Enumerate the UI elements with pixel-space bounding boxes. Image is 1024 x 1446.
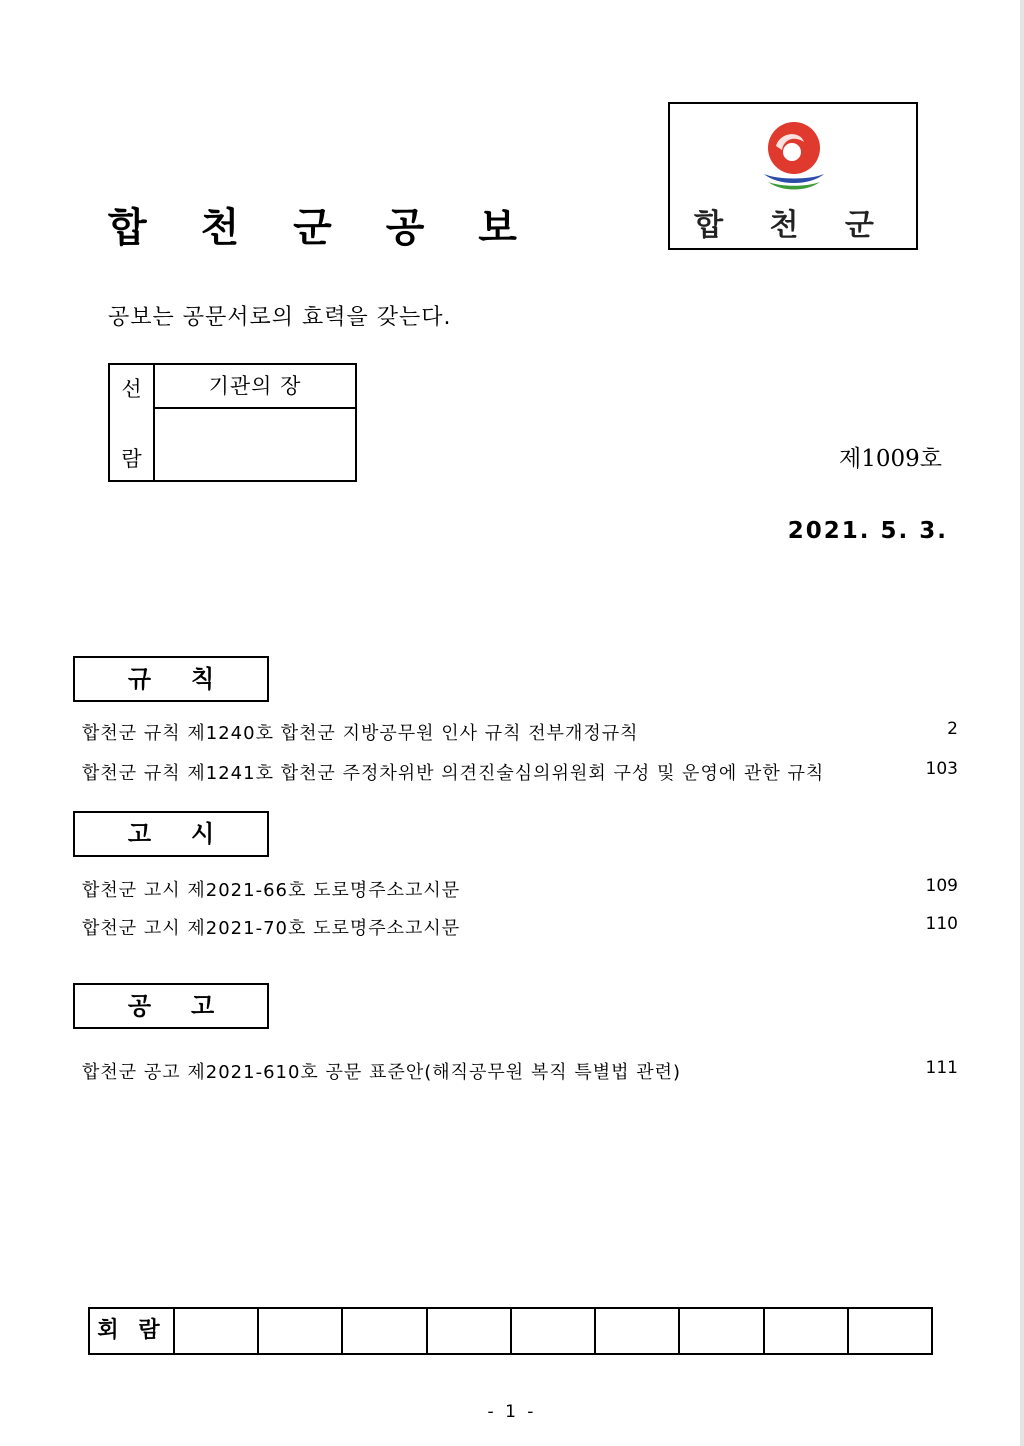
review-label-top: 선 [121,377,142,401]
review-label-bottom: 람 [121,447,142,471]
issue-date: 2021. 5. 3. [787,518,948,544]
toc-entry-page: 110 [925,914,958,934]
toc-entry-text: 합천군 규칙 제1241호 합천군 주정차위반 의견진술심의위원회 구성 및 운영에 관한 규칙 [82,763,825,784]
page-number: - 1 - [487,1402,537,1422]
logo-text: 합 천 군 [694,208,892,243]
page-edge [1020,0,1024,1446]
toc-entry-text: 합천군 규칙 제1240호 합천군 지방공무원 인사 규칙 전부개정규칙 [82,723,639,744]
issue-number: 제1009호 [839,446,942,472]
section-header-notices: 고시 [73,811,269,857]
section-header-announcements: 공고 [73,983,269,1029]
toc-entry[interactable] [82,876,958,900]
circulation-cell [259,1309,343,1353]
circulation-cell [680,1309,764,1353]
page-title: 합 천 군 공 보 [108,205,537,251]
review-header: 기관의 장 [155,365,355,409]
toc-entry-text: 합천군 고시 제2021-66호 도로명주소고시문 [82,880,461,901]
county-logo [668,102,918,250]
toc-entry-page: 103 [925,759,958,779]
section-header-rules: 규칙 [73,656,269,702]
toc-entry[interactable] [82,719,958,743]
circulation-cell [849,1309,931,1353]
toc-entry[interactable] [82,759,958,783]
circulation-cell [343,1309,427,1353]
circulation-label: 회 람 [90,1309,175,1353]
toc-entry-text: 합천군 공고 제2021-610호 공문 표준안(해직공무원 복직 특별법 관련) [82,1062,682,1083]
circulation-table [88,1307,933,1355]
circulation-cell [765,1309,849,1353]
toc-entry-page: 109 [925,876,958,896]
toc-entry[interactable] [82,914,958,938]
review-label-column [110,365,155,480]
toc-entry-page: 111 [925,1058,958,1078]
circulation-cell [428,1309,512,1353]
county-emblem-icon [754,116,834,196]
toc-entry-text: 합천군 고시 제2021-70호 도로명주소고시문 [82,918,461,939]
toc-entry[interactable] [82,1058,958,1082]
circulation-cell [512,1309,596,1353]
subtitle: 공보는 공문서로의 효력을 갖는다. [108,305,452,330]
toc-entry-page: 2 [947,719,958,739]
review-table [108,363,357,482]
circulation-cell [175,1309,259,1353]
circulation-cell [596,1309,680,1353]
